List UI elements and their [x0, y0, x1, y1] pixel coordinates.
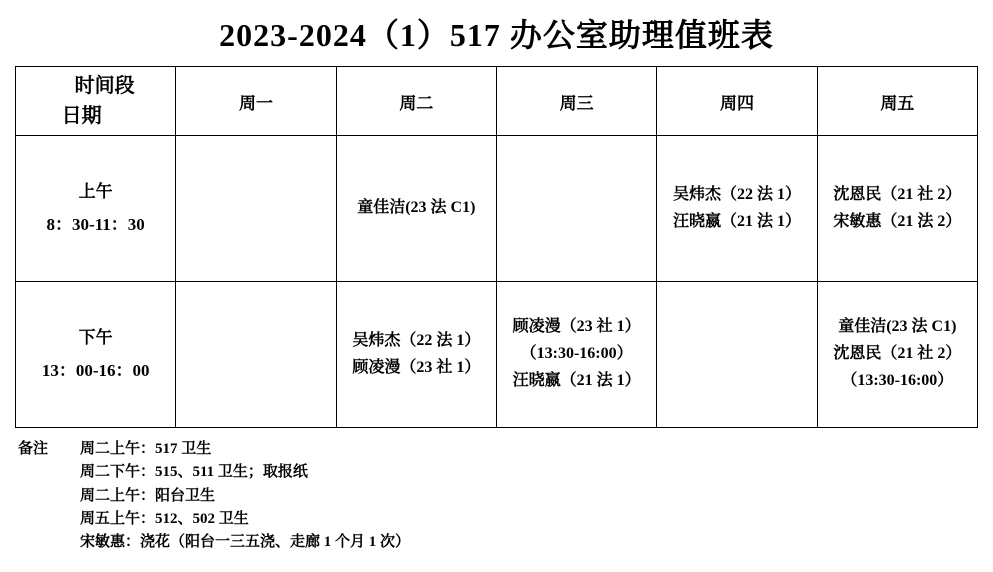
cell-morning-friday [817, 136, 977, 282]
duty-entry: 沈恩民（21 社 2） [833, 185, 962, 203]
cell-morning-wednesday [496, 136, 656, 282]
table-header-row [16, 67, 978, 136]
cell-morning-tuesday [336, 136, 496, 282]
duty-entry-time: （13:30-16:00） [520, 345, 633, 363]
header-day-monday: 周一 [176, 67, 336, 136]
header-day-thursday: 周四 [657, 67, 817, 136]
duty-entry: 顾凌漫（23 社 1） [352, 358, 481, 376]
header-day-tuesday: 周二 [336, 67, 496, 136]
cell-morning-monday [176, 136, 336, 282]
duty-entry: 汪晓嬴（21 法 1） [672, 212, 801, 230]
duty-entry: 汪晓嬴（21 法 1） [512, 371, 641, 389]
note-line: 周五上午：512、502 卫生 [80, 510, 249, 527]
duty-entry: 宋敏惠（21 法 2） [833, 212, 962, 230]
note-line: 周二上午：517 卫生 [80, 441, 212, 457]
page-title: 2023-2024（1）517 办公室助理值班表 [219, 17, 774, 53]
cell-afternoon-wednesday [496, 282, 656, 428]
header-day-friday: 周五 [817, 67, 977, 136]
header-corner-cell [16, 67, 176, 136]
cell-afternoon-tuesday [336, 282, 496, 428]
period-range-morning: 8：30-11：30 [46, 214, 145, 234]
table-row-afternoon [16, 282, 978, 428]
cell-afternoon-monday [176, 282, 336, 428]
note-line: 宋敏惠：浇花（阳台一三五浇、走廊 1 个月 1 次） [80, 534, 411, 550]
cell-afternoon-thursday [657, 282, 817, 428]
duty-entry: 童佳洁(23 法 C1) [357, 199, 476, 217]
duty-entry: 吴炜杰（22 法 1） [672, 185, 801, 203]
corner-label-time: 时间段 [74, 75, 135, 97]
cell-afternoon-friday [817, 282, 977, 428]
duty-entry-time: （13:30-16:00） [841, 371, 954, 389]
header-day-wednesday: 周三 [496, 67, 656, 136]
duty-entry: 沈恩民（21 社 2） [833, 345, 962, 363]
period-cell-morning [16, 136, 176, 282]
note-line: 周二下午：515、511 卫生；取报纸 [80, 464, 308, 481]
notes-label: 备注 [18, 441, 49, 457]
duty-schedule-table [15, 66, 978, 428]
cell-morning-thursday [657, 136, 817, 282]
duty-entry: 吴炜杰（22 法 1） [352, 331, 481, 349]
duty-entry: 童佳洁(23 法 C1) [838, 318, 957, 336]
period-label-afternoon: 下午 [78, 328, 113, 348]
period-cell-afternoon [16, 282, 176, 428]
duty-entry: 顾凌漫（23 社 1） [512, 318, 641, 336]
table-row-morning [16, 136, 978, 282]
period-label-morning: 上午 [78, 182, 113, 202]
period-range-afternoon: 13：00-16：00 [41, 360, 150, 380]
note-line: 周二上午：阳台卫生 [80, 487, 216, 504]
notes-section [18, 438, 993, 554]
corner-label-date: 日期 [61, 105, 102, 127]
